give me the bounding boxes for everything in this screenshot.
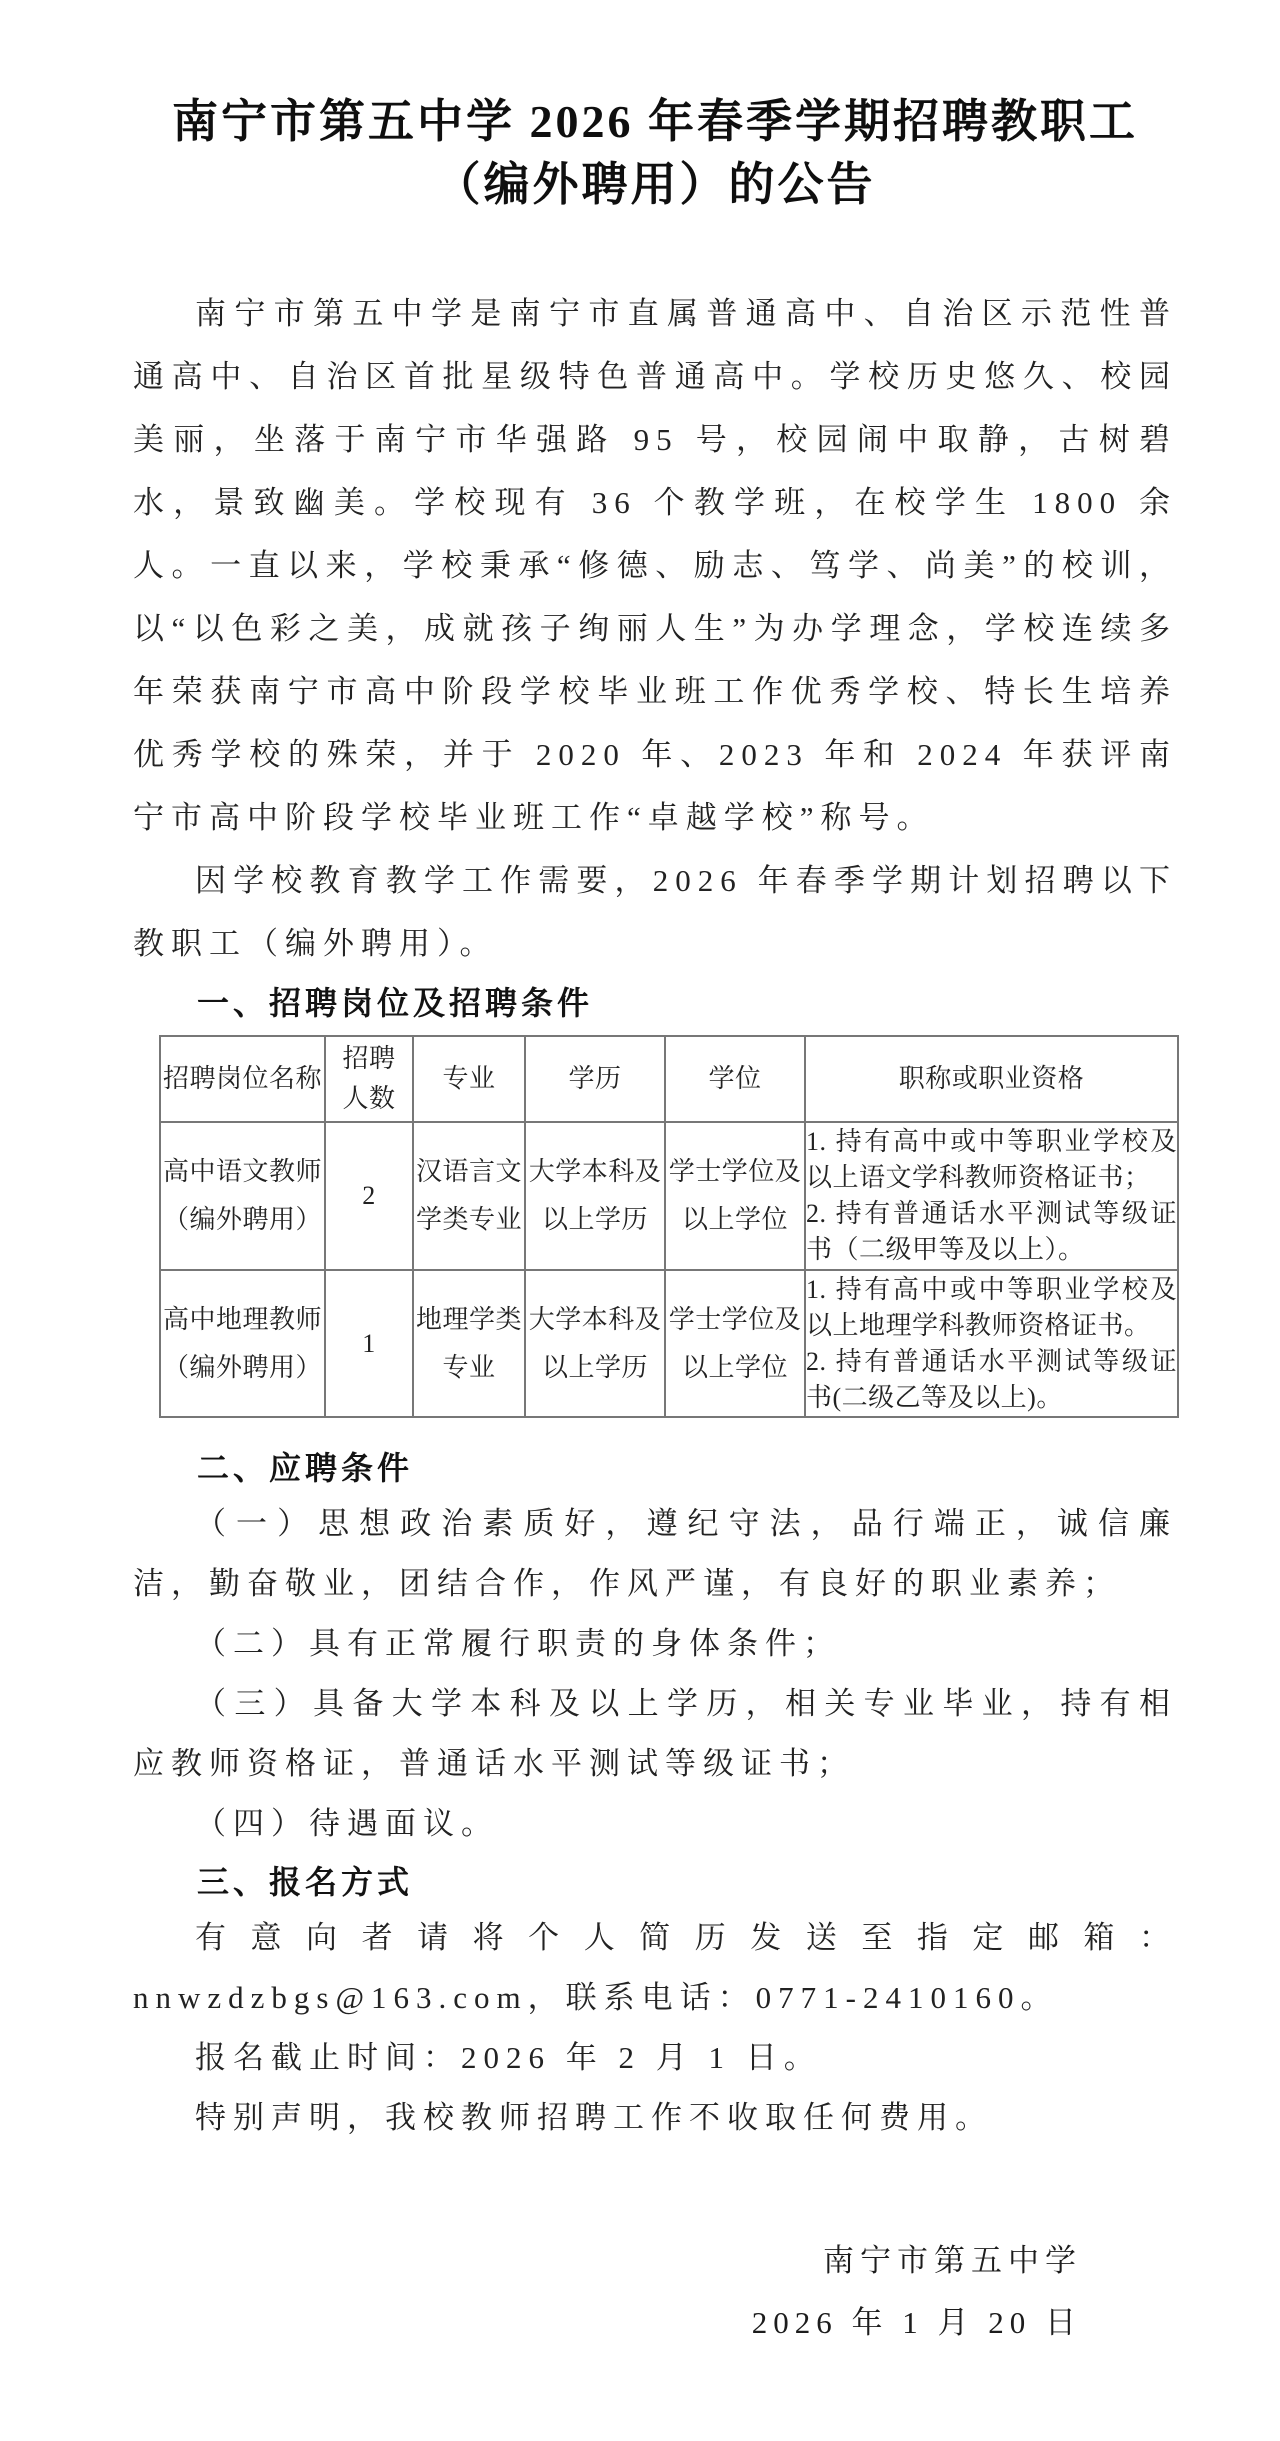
cell-count: 2 [325, 1122, 413, 1270]
column-header-position: 招聘岗位名称 [160, 1036, 325, 1122]
cell-position: 高中语文教师（编外聘用） [160, 1122, 325, 1270]
signature-org: 南宁市第五中学 [823, 2243, 1082, 2278]
section-1-heading: 一、招聘岗位及招聘条件 [197, 985, 594, 1021]
notice-paragraph: 特别声明，我校教师招聘工作不收取任何费用。 [195, 2100, 993, 2135]
page-title-line-1: 南宁市第五中学 2026 年春季学期招聘教职工 [172, 96, 1138, 147]
section-2-heading: 二、应聘条件 [197, 1450, 414, 1486]
condition-item-1: （一）思想政治素质好，遵纪守法，品行端正，诚信廉洁，勤奋敬业，团结合作，作风严谨，有良好的职业素养； [133, 1506, 1177, 1601]
column-header-count-text: 招聘人数 [342, 1044, 396, 1113]
signature-date: 2026 年 1 月 20 日 [751, 2305, 1082, 2340]
table-row-chinese-teacher [160, 1122, 1178, 1270]
cell-degree: 学士学位及以上学位 [665, 1270, 805, 1417]
deadline-paragraph: 报名截止时间：2026 年 2 月 1 日。 [195, 2040, 822, 2075]
page-title-line-2: （编外聘用）的公告 [434, 159, 876, 210]
column-header-count [325, 1036, 413, 1122]
recruitment-positions-table [159, 1035, 1179, 1418]
cell-major: 地理学类专业 [413, 1270, 525, 1417]
page-title [133, 90, 1177, 216]
section-3-heading: 三、报名方式 [197, 1864, 414, 1900]
cell-qualifications [805, 1122, 1178, 1270]
column-header-qualification: 职称或职业资格 [805, 1036, 1178, 1122]
column-header-education: 学历 [525, 1036, 665, 1122]
condition-item-2: （二）具有正常履行职责的身体条件； [195, 1626, 841, 1661]
qualification-item: 1. 持有高中或中等职业学校及以上语文学科教师资格证书； [806, 1127, 1177, 1192]
table-header-row [160, 1036, 1178, 1122]
apply-contact-line: nnwzdzbgs@163.com，联系电话：0771-2410160。 [133, 1980, 1059, 2015]
cell-position: 高中地理教师（编外聘用） [160, 1270, 325, 1417]
column-header-major: 专业 [413, 1036, 525, 1122]
column-header-degree: 学位 [665, 1036, 805, 1122]
table-row-geography-teacher [160, 1270, 1178, 1417]
apply-instruction-line: 有意向者请将个人简历发送至指定邮箱： [195, 1920, 1177, 1955]
cell-count: 1 [325, 1270, 413, 1417]
cell-qualifications [805, 1270, 1178, 1417]
cell-education: 大学本科及以上学历 [525, 1270, 665, 1417]
qualification-item: 1. 持有高中或中等职业学校及以上地理学科教师资格证书。 [806, 1274, 1177, 1340]
cell-degree: 学士学位及以上学位 [665, 1122, 805, 1270]
qualification-item: 2. 持有普通话水平测试等级证书(二级乙等及以上)。 [806, 1346, 1177, 1412]
intro-paragraph-1: 南宁市第五中学是南宁市直属普通高中、自治区示范性普通高中、自治区首批星级特色普通高中。学校历史悠久、校园美丽，坐落于南宁市华强路 95 号，校园闹中取静，古树碧水，景致幽美。学校现有 36 个教学班，在校学生 1800 余人。一直以来，学校秉承“修德、励志、笃学、尚美”的校训，以“以色彩之美，成就孩子绚丽人生”为办学理念，学校连续多年荣获南宁市高中阶段学校毕业班工作优秀学校、特长生培养优秀学校的殊荣，并于 2020 年、2023 年和 2024 年获评南宁市高中阶段学校毕业班工作“卓越学校”称号。 [133, 296, 1177, 835]
signature-block [133, 2230, 1177, 2354]
condition-item-4: （四）待遇面议。 [195, 1806, 499, 1841]
cell-education: 大学本科及以上学历 [525, 1122, 665, 1270]
cell-major: 汉语言文学类专业 [413, 1122, 525, 1270]
condition-item-3: （三）具备大学本科及以上学历，相关专业毕业，持有相应教师资格证，普通话水平测试等级证书； [133, 1686, 1177, 1781]
qualification-item: 2. 持有普通话水平测试等级证书（二级甲等及以上）。 [806, 1199, 1177, 1264]
intro-paragraph-2: 因学校教育教学工作需要，2026 年春季学期计划招聘以下教职工（编外聘用）。 [133, 863, 1177, 961]
